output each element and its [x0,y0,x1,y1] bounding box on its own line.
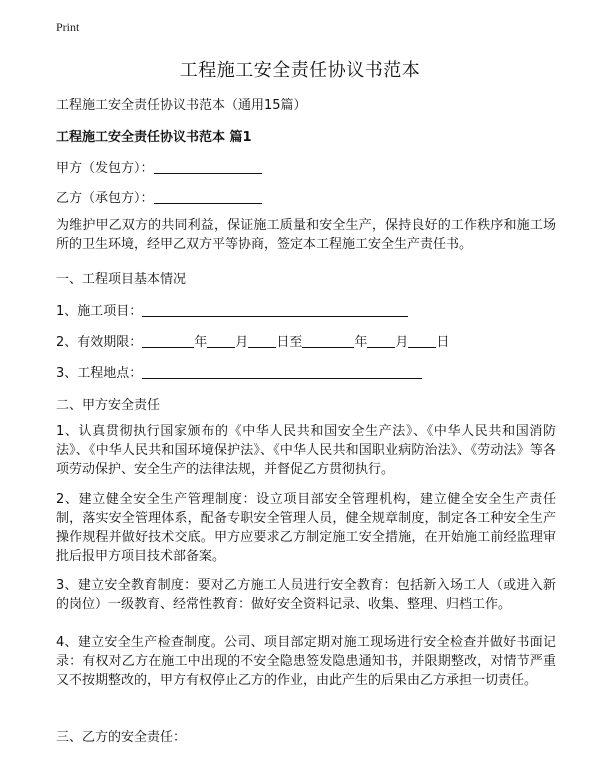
party-b-blank [154,189,262,204]
heading-party-b-duties: 三、乙方的安全责任： [56,730,187,745]
validity-period-line [56,331,449,350]
end-year-blank [302,333,354,348]
year-text-1: 年 [194,335,208,350]
duty-paragraph-2: 2、建立健全安全生产管理制度：设立项目部安全管理机构，建立健全安全生产责任制，落实安全管理体系，配备专职安全管理人员，健全规章制度，制定各工种安全生产操作规程并做好技术交底。甲方应要求乙方制定施工安全措施，在开始施工前经监理审批后报甲方项目技术部备案。 [56,492,556,564]
start-day-blank [248,333,276,348]
section-heading: 工程施工安全责任协议书范本 篇1 [56,130,252,145]
end-month-blank [367,333,395,348]
document-title: 工程施工安全责任协议书范本 [179,60,421,81]
party-a-blank [154,159,262,174]
project-location-blank [142,364,422,379]
month-text-1: 月 [235,335,249,350]
duty-paragraph-3: 3、建立安全教育制度：要对乙方施工人员进行安全教育：包括新入场工人（或进入新的岗位）一级教育、经常性教育：做好安全资料记录、收集、整理、归档工作。 [56,578,556,612]
start-month-blank [207,333,235,348]
intro-paragraph: 为维护甲乙双方的共同利益，保证施工质量和安全生产，保持良好的工作秩序和施工场所的卫生环境，经甲乙双方平等协商，签定本工程施工安全生产责任书。 [56,218,556,252]
heading-party-a-duties: 二、甲方安全责任 [56,398,161,413]
project-location-label: 3、工程地点： [56,366,143,381]
month-text-2: 月 [395,335,409,350]
duty-paragraph-4: 4、建立安全生产检查制度。公司、项目部定期对施工现场进行安全检查并做好书面记录：有权对乙方在施工中出现的不安全隐患签发隐患通知书，并限期整改，对情节严重又不按期整改的，甲方有权停止乙方的作业，由此产生的后果由乙方承担一切责任。 [56,635,556,688]
project-name-line [56,300,408,319]
print-link[interactable]: Print [56,20,80,34]
project-name-label: 1、施工项目： [56,304,143,319]
document-subtitle: 工程施工安全责任协议书范本（通用15篇） [56,98,307,113]
project-location-line [56,362,422,381]
duty-paragraph-1: 1、认真贯彻执行国家颁布的《中华人民共和国安全生产法》、《中华人民共和国消防法》、《中华人民共和国环境保护法》、《中华人民共和国职业病防治法》、《劳动法》等各项劳动保护、安全生产的法律法规，并督促乙方贯彻执行。 [56,424,556,477]
party-a-label: 甲方（发包方）： [56,161,154,176]
validity-label: 2、有效期限： [56,335,143,350]
day-to-text: 日至 [276,335,303,350]
start-year-blank [142,333,194,348]
day-text-2: 日 [436,335,450,350]
party-a-line [56,157,262,176]
party-b-line [56,187,262,206]
end-day-blank [408,333,436,348]
year-text-2: 年 [354,335,368,350]
project-name-blank [142,302,408,317]
heading-project-info: 一、工程项目基本情况 [56,272,187,287]
party-b-label: 乙方（承包方）： [56,191,154,206]
